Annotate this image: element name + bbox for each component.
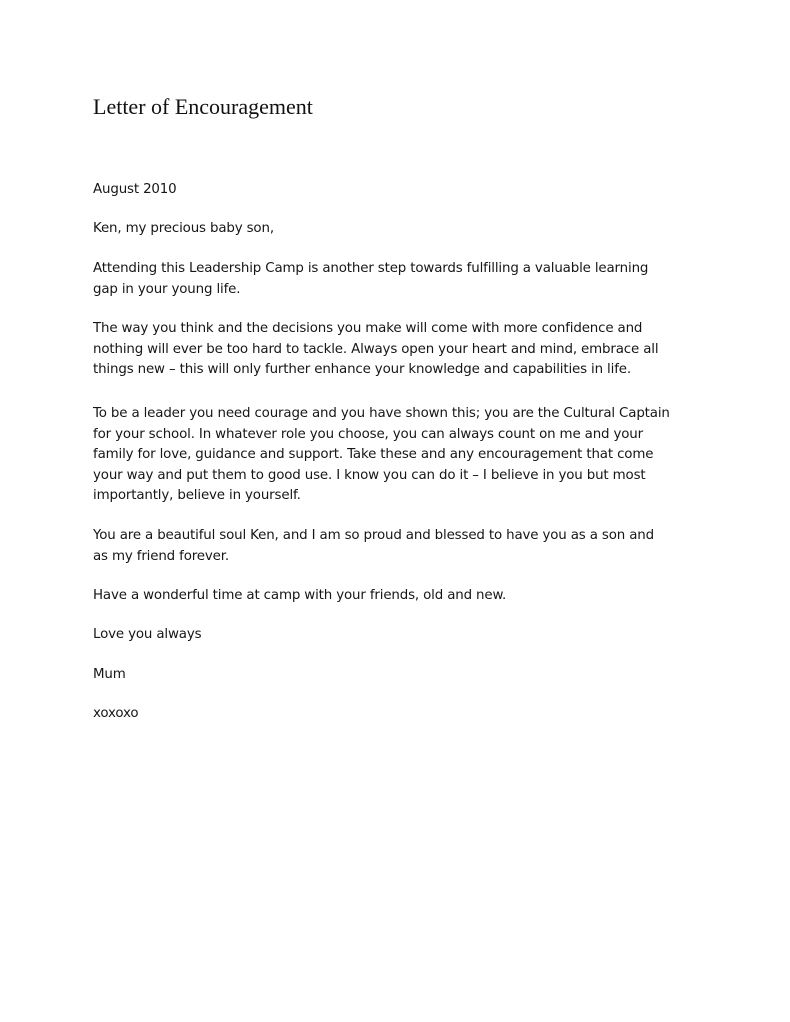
paragraph-line: You are a beautiful soul Ken, and I am so proud and blessed to have you as a son and [93, 528, 654, 543]
letter-signature: Mum [93, 667, 126, 682]
letter-paragraph-2 [93, 319, 713, 381]
paragraph-line: Attending this Leadership Camp is another step towards fulfilling a valuable learning [93, 261, 649, 276]
letter-salutation: Ken, my precious baby son, [93, 221, 274, 236]
letter-paragraph-5 [93, 586, 713, 607]
letter-paragraph-3 [93, 404, 713, 507]
paragraph-line: family for love, guidance and support. Take these and any encouragement that come [93, 447, 654, 462]
paragraph-line: your way and put them to good use. I know you can do it – I believe in you but most [93, 467, 646, 483]
paragraph-line: nothing will ever be too hard to tackle. Always open your heart and mind, embrace all [93, 341, 659, 357]
letter-date: August 2010 [93, 182, 177, 197]
letter-kisses: xoxoxo [93, 706, 139, 721]
paragraph-line: Have a wonderful time at camp with your friends, old and new. [93, 588, 507, 603]
paragraph-line: as my friend forever. [93, 548, 229, 564]
letter-paragraph-4 [93, 526, 713, 567]
paragraph-line: importantly, believe in yourself. [93, 488, 301, 503]
paragraph-line: for your school. In whatever role you choose, you can always count on me and your [93, 426, 644, 442]
letter-closing: Love you always [93, 627, 202, 642]
paragraph-line: The way you think and the decisions you make will come with more confidence and [93, 321, 643, 336]
paragraph-line: To be a leader you need courage and you have shown this; you are the Cultural Captain [93, 406, 670, 421]
letter-paragraph-1 [93, 259, 713, 300]
document-title: Letter of Encouragement [93, 94, 313, 119]
paragraph-line: gap in your young life. [93, 281, 241, 297]
paragraph-line: things new – this will only further enhance your knowledge and capabilities in life. [93, 362, 631, 377]
